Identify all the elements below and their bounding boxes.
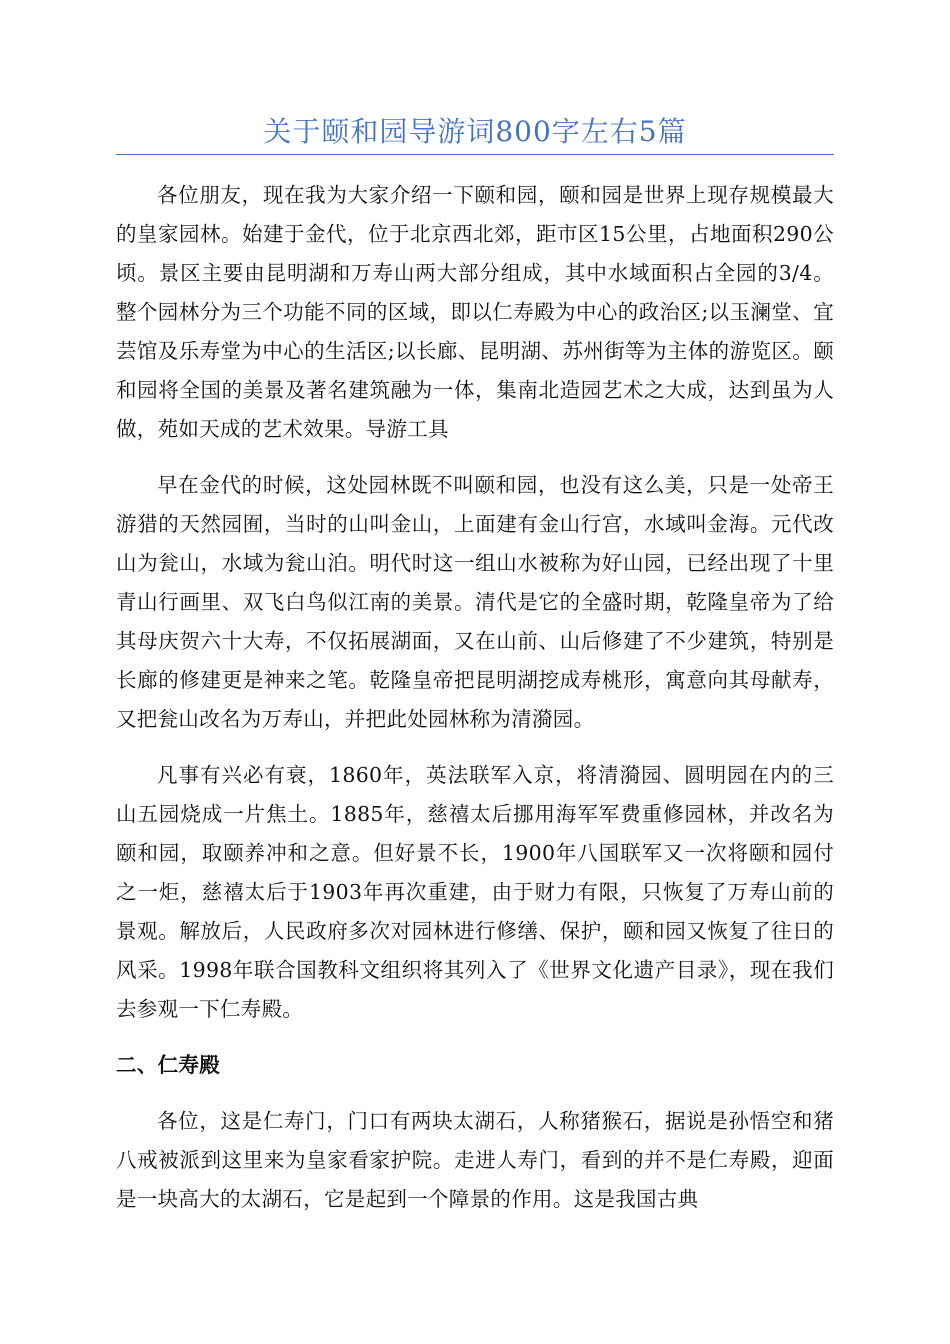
paragraph-rebuild: 凡事有兴必有衰，1860年，英法联军入京，将清漪园、圆明园在内的三山五园烧成一片焦土。1885年，慈禧太后挪用海军军费重修园林，并改名为颐和园，取颐养冲和之意。但好景不长，1900年八国联军又一次将颐和园付之一炬，慈禧太后于1903年再次重建，由于财力有限，只恢复了万寿山前的景观。解放后，人民政府多次对园林进行修缮、保护，颐和园又恢复了往日的风采。1998年联合国教科文组织将其列入了《世界文化遗产目录》，现在我们去参观一下仁寿殿。 [116, 763, 834, 1021]
section-heading: 二、仁寿殿 [116, 1053, 220, 1077]
document-title: 关于颐和园导游词800字左右5篇 [263, 115, 687, 148]
paragraph-history: 早在金代的时候，这处园林既不叫颐和园，也没有这么美，只是一处帝王游猎的天然园囿，当时的山叫金山，上面建有金山行宫，水域叫金海。元代改山为瓮山，水域为瓮山泊。明代时这一组山水被称为好山园，已经出现了十里青山行画里、双飞白鸟似江南的美景。清代是它的全盛时期，乾隆皇帝为了给其母庆贺六十大寿，不仅拓展湖面，又在山前、山后修建了不少建筑，特别是长廊的修建更是神来之笔。乾隆皇帝把昆明湖挖成寿桃形，寓意向其母献寿，又把瓮山改名为万寿山，并把此处园林称为清漪园。 [116, 473, 834, 731]
document-body [116, 176, 834, 1236]
title-underline [116, 154, 834, 155]
paragraph-intro: 各位朋友，现在我为大家介绍一下颐和园，颐和园是世界上现存规模最大的皇家园林。始建于金代，位于北京西北郊，距市区15公里，占地面积290公顷。景区主要由昆明湖和万寿山两大部分组成，其中水域面积占全园的3/4。整个园林分为三个功能不同的区域，即以仁寿殿为中心的政治区;以玉澜堂、宜芸馆及乐寿堂为中心的生活区;以长廊、昆明湖、苏州街等为主体的游览区。颐和园将全国的美景及著名建筑融为一体，集南北造园艺术之大成，达到虽为人做，苑如天成的艺术效果。导游工具 [116, 183, 834, 441]
paragraph-renshou: 各位，这是仁寿门，门口有两块太湖石，人称猪猴石，据说是孙悟空和猪八戒被派到这里来为皇家看家护院。走进人寿门，看到的并不是仁寿殿，迎面是一块高大的太湖石，它是起到一个障景的作用。这是我国古典 [116, 1109, 834, 1211]
